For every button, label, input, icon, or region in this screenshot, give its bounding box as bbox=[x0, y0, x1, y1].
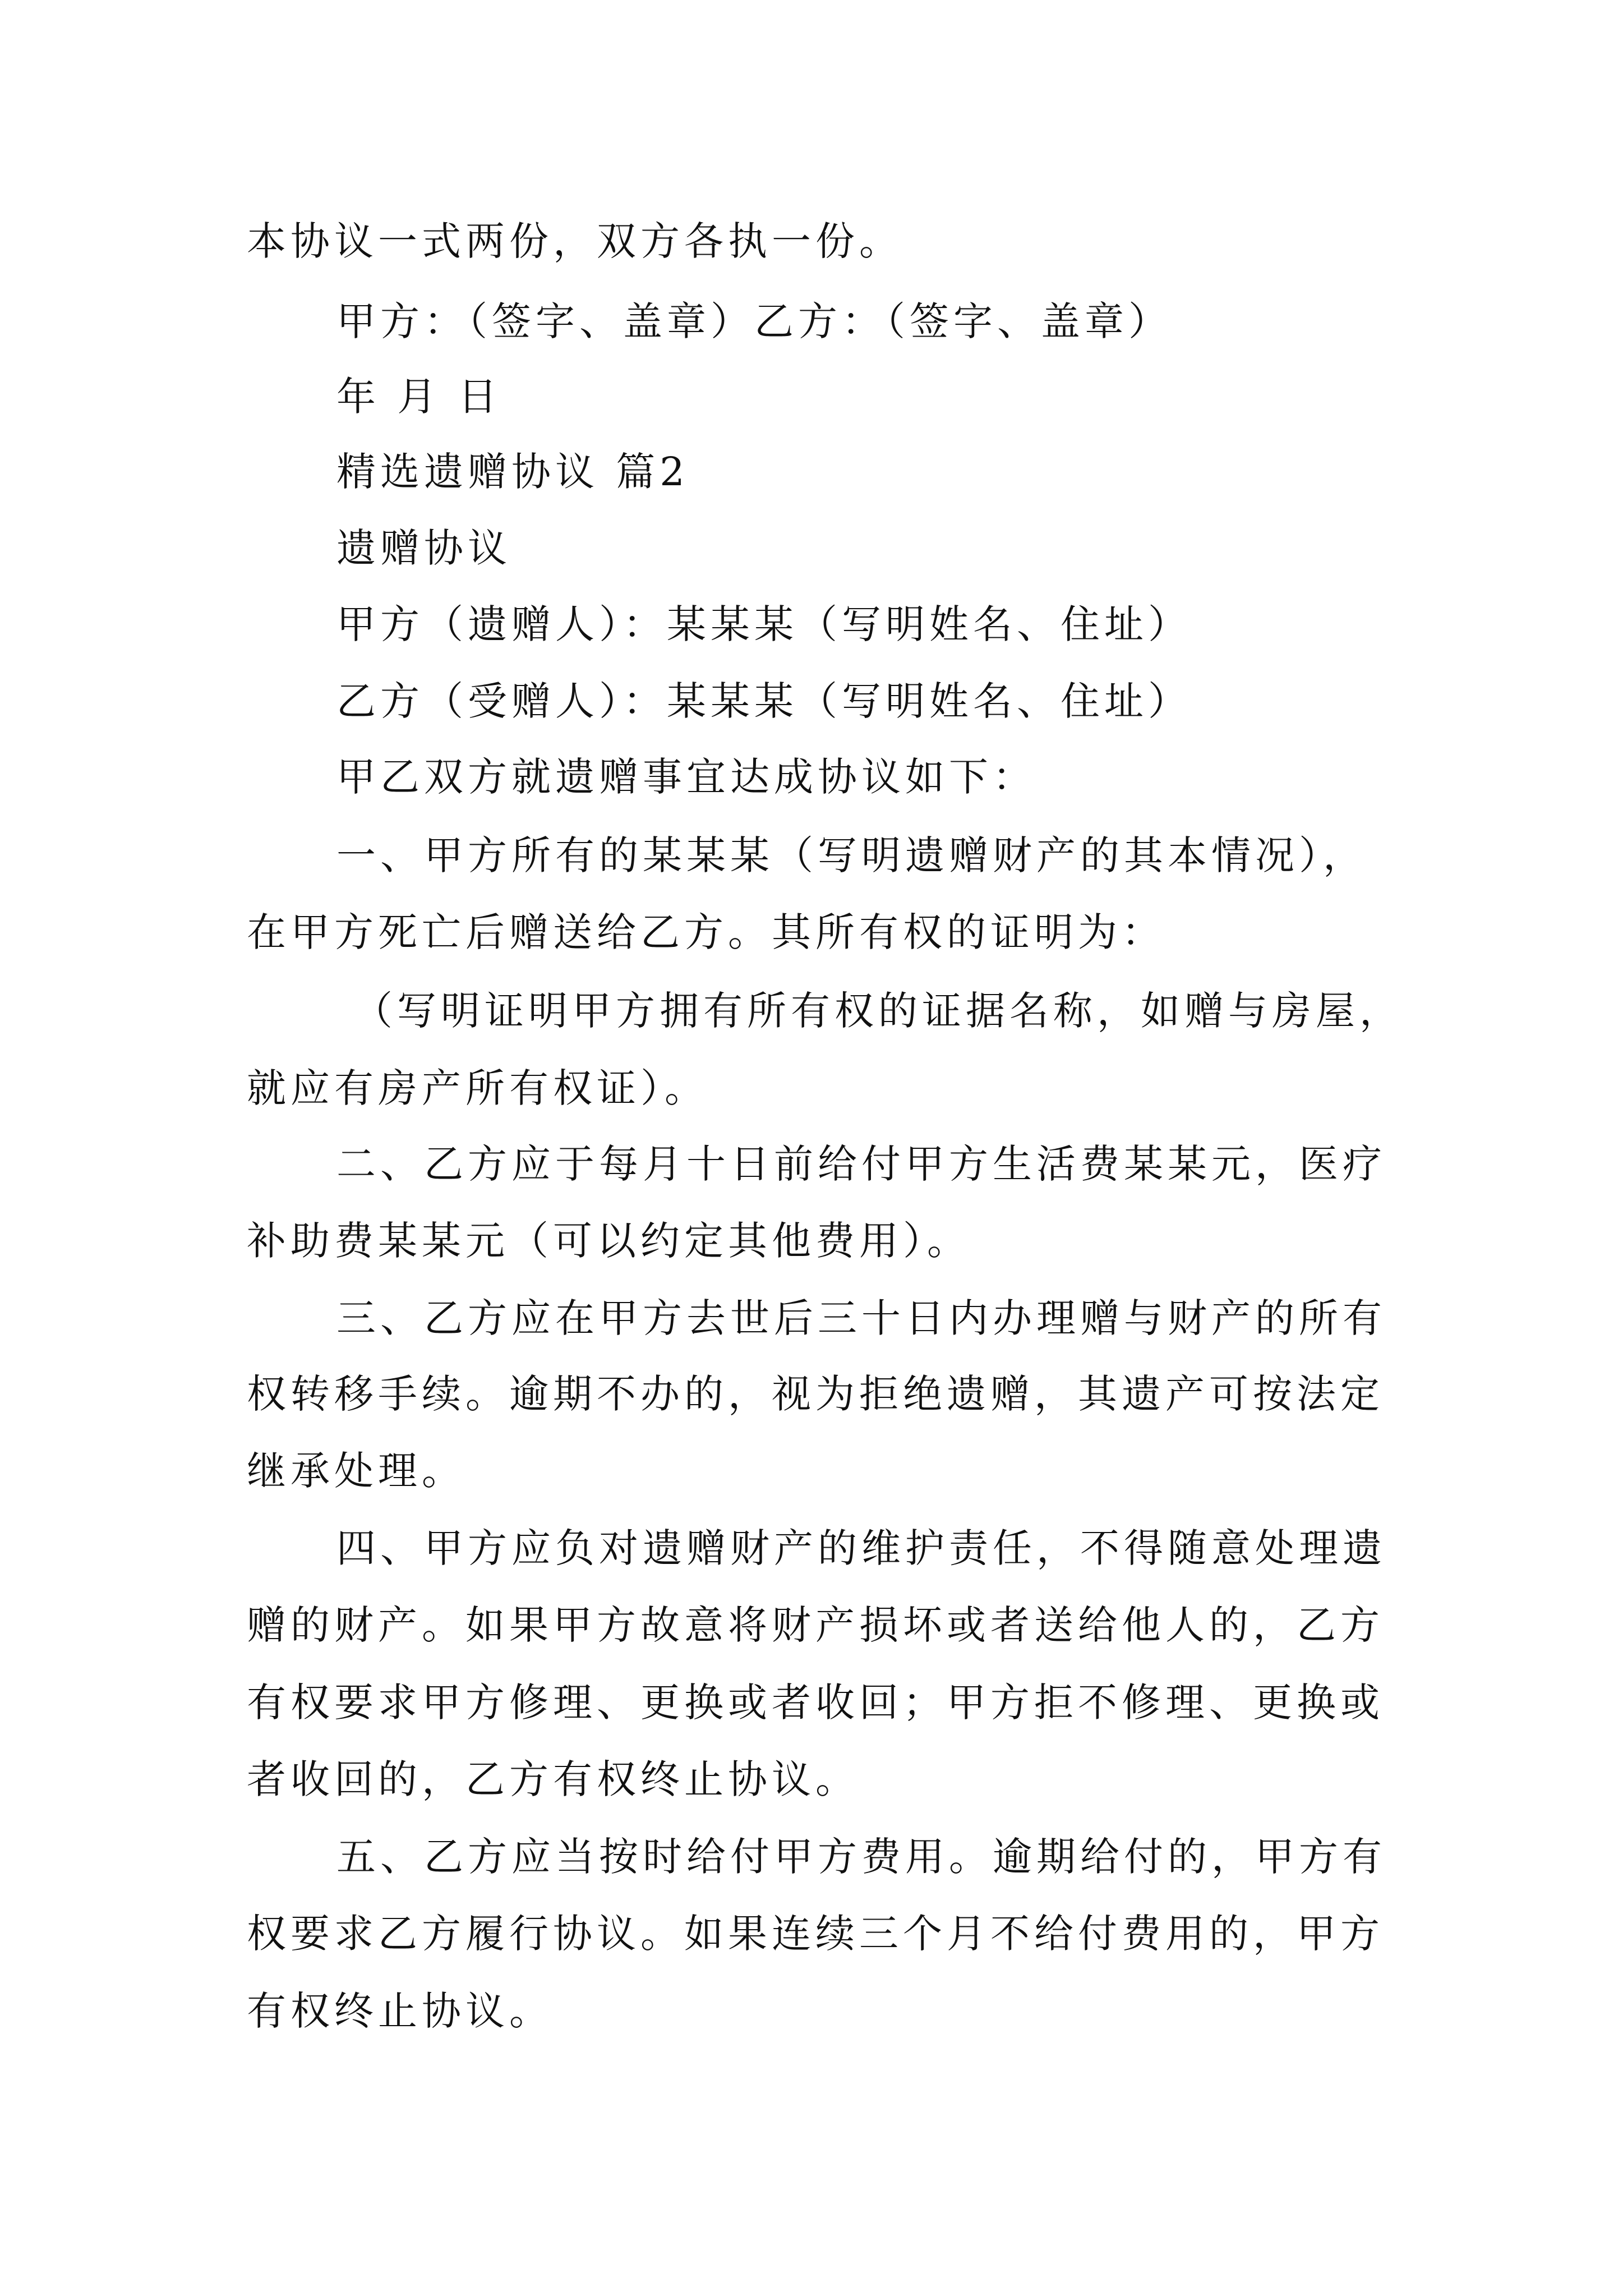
signature-line: 甲方：（签字、盖章）乙方：（签字、盖章） bbox=[336, 298, 1172, 344]
clause-1-line-1: 一、甲方所有的某某某（写明遗赠财产的其本情况）， bbox=[336, 832, 1367, 878]
clause-2-line-1: 二、乙方应于每月十日前给付甲方生活费某某元，医疗 bbox=[336, 1141, 1386, 1187]
clause-5-line-2: 权要求乙方履行协议。如果连续三个月不给付费用的，甲方 bbox=[247, 1911, 1384, 1957]
closing-copies-line: 本协议一式两份，双方各执一份。 bbox=[247, 218, 903, 264]
clause-3-line-3: 继承处理。 bbox=[247, 1448, 465, 1494]
clause-1-line-4: 就应有房产所有权证）。 bbox=[247, 1065, 708, 1111]
clause-4-line-4: 者收回的，乙方有权终止协议。 bbox=[247, 1756, 859, 1802]
clause-3-line-1: 三、乙方应在甲方去世后三十日内办理赠与财产的所有 bbox=[336, 1295, 1386, 1341]
clause-1-line-3: （写明证明甲方拥有所有权的证据名称，如赠与房屋， bbox=[353, 988, 1403, 1034]
agreement-title: 遗赠协议 bbox=[336, 525, 511, 571]
agreement-intro: 甲乙双方就遗赠事宜达成协议如下： bbox=[336, 754, 1036, 800]
clause-2-line-2: 补助费某某元（可以约定其他费用）。 bbox=[247, 1218, 971, 1264]
clause-1-line-2: 在甲方死亡后赠送给乙方。其所有权的证明为： bbox=[247, 909, 1165, 955]
clause-5-line-3: 有权终止协议。 bbox=[247, 1988, 553, 2034]
party-b-line: 乙方（受赠人）：某某某（写明姓名、住址） bbox=[336, 678, 1192, 724]
clause-4-line-3: 有权要求甲方修理、更换或者收回；甲方拒不修理、更换或 bbox=[247, 1680, 1384, 1726]
section-heading: 精选遗赠协议 篇2 bbox=[336, 449, 689, 495]
clause-4-line-1: 四、甲方应负对遗赠财产的维护责任，不得随意处理遗 bbox=[336, 1525, 1386, 1571]
party-a-line: 甲方（遗赠人）：某某某（写明姓名、住址） bbox=[336, 601, 1192, 647]
clause-5-line-1: 五、乙方应当按时给付甲方费用。逾期给付的，甲方有 bbox=[336, 1834, 1386, 1880]
date-line: 年 月 日 bbox=[336, 374, 502, 420]
clause-3-line-2: 权转移手续。逾期不办的，视为拒绝遗赠，其遗产可按法定 bbox=[247, 1371, 1384, 1417]
clause-4-line-2: 赠的财产。如果甲方故意将财产损坏或者送给他人的，乙方 bbox=[247, 1602, 1384, 1648]
